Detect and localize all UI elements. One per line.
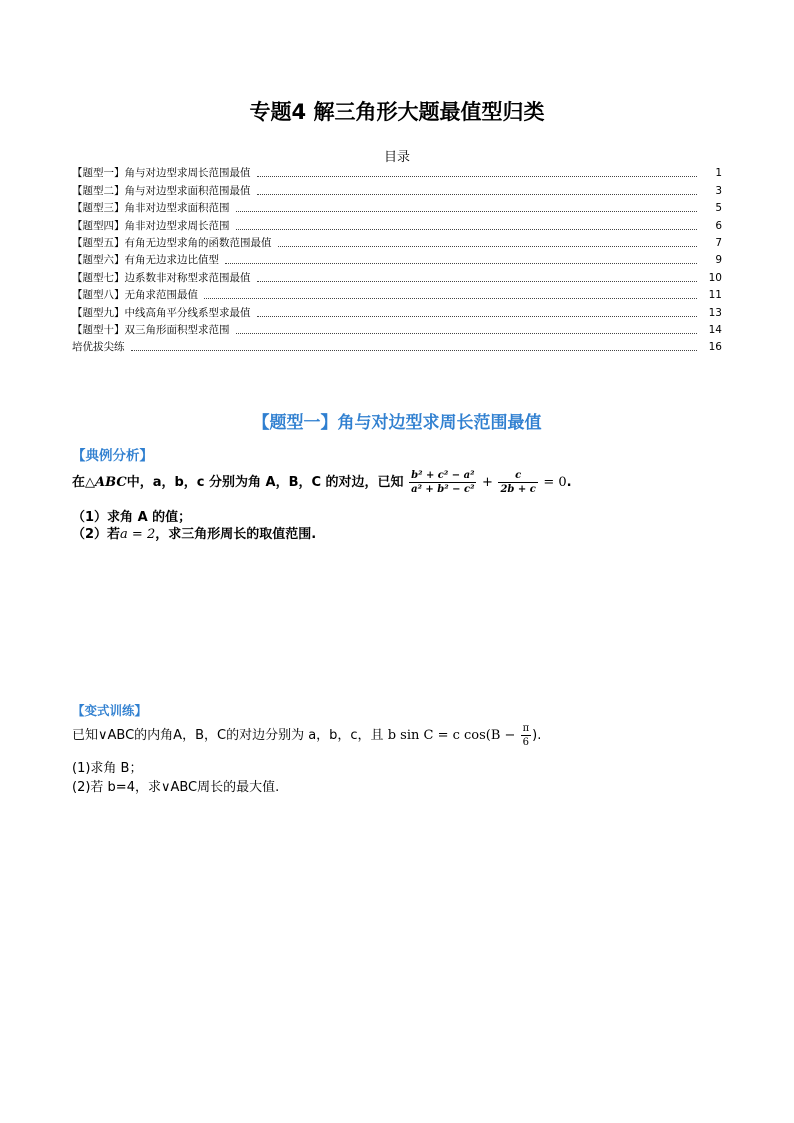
q2-text-b: ，求三角形周长的取值范围.: [155, 527, 317, 542]
plus-sign: +: [482, 475, 493, 490]
toc-entry[interactable]: [72, 215, 722, 232]
toc-entry-page: 5: [715, 202, 722, 215]
toc-entry-page: 13: [708, 306, 722, 319]
section-title: 【题型一】角与对边型求周长范围最值: [252, 413, 542, 433]
fraction-2: [498, 469, 537, 496]
fraction-2-numerator: c: [498, 469, 537, 483]
toc-entry-page: 9: [715, 254, 722, 267]
toc-leader-dots: [131, 350, 698, 351]
variant-heading: 【变式训练】: [72, 703, 148, 718]
toc-leader-dots: [204, 298, 697, 299]
toc-leader-dots: [257, 316, 698, 317]
toc-entry[interactable]: [72, 337, 722, 354]
variant-close: ).: [532, 728, 542, 743]
fraction-1: [409, 469, 476, 496]
toc-entry-page: 3: [715, 184, 722, 197]
fraction-1-denominator: a² + b² − c²: [411, 484, 475, 495]
toc-entry-label[interactable]: 【题型八】无角求范围最值: [72, 289, 198, 302]
toc-entry-page: 11: [708, 289, 722, 302]
toc-entry-label[interactable]: 【题型六】有角无边求边比值型: [72, 254, 219, 267]
toc-leader-dots: [278, 246, 698, 247]
variant-problem: [72, 721, 541, 751]
toc-entry[interactable]: [72, 163, 722, 180]
six-denominator: 6: [522, 737, 530, 748]
fraction-2-denominator: 2b + c: [500, 484, 536, 495]
fraction-1-numerator: b² + c² − a²: [411, 470, 475, 481]
toc-leader-dots: [236, 211, 698, 212]
q2-expression: a = 2: [120, 527, 156, 542]
variant-question-1: (1)求角 B；: [72, 761, 143, 776]
toc-entry-page: 16: [708, 341, 722, 354]
toc-entry-label[interactable]: 【题型三】角非对边型求面积范围: [72, 202, 230, 215]
toc-entry[interactable]: [72, 250, 722, 267]
toc-leader-dots: [236, 333, 698, 334]
example-question-1: （1）求角 A 的值；: [72, 510, 192, 525]
pi-over-6-fraction: [521, 722, 532, 749]
toc-entry[interactable]: [72, 198, 722, 215]
example-question-2: [72, 523, 316, 542]
equals-zero: = 0: [543, 475, 567, 490]
toc-heading: 目录: [383, 150, 410, 165]
toc-entry[interactable]: [72, 285, 722, 302]
toc-entry-page: 14: [708, 323, 722, 336]
toc-entry-page: 7: [715, 236, 722, 249]
toc-leader-dots: [236, 229, 698, 230]
toc-entry-page: 6: [715, 219, 722, 232]
toc-entry-label[interactable]: 培优拔尖练: [72, 341, 125, 354]
example-heading: 【典例分析】: [72, 448, 153, 464]
toc-entry[interactable]: [72, 320, 722, 337]
example-text-1: 在: [72, 475, 86, 490]
toc-entry-label[interactable]: 【题型五】有角无边型求角的函数范围最值: [72, 236, 272, 249]
toc-entry[interactable]: [72, 302, 722, 319]
toc-entry-page: 10: [708, 271, 722, 284]
toc-leader-dots: [257, 281, 698, 282]
toc-entry-label[interactable]: 【题型二】角与对边型求面积范围最值: [72, 184, 251, 197]
q2-text-a: （2）若: [72, 527, 121, 542]
toc-entry[interactable]: [72, 233, 722, 250]
table-of-contents: [72, 163, 722, 354]
pi-numerator: π: [522, 723, 530, 734]
toc-entry-label[interactable]: 【题型九】中线高角平分线系型求最值: [72, 306, 251, 319]
toc-leader-dots: [225, 263, 697, 264]
toc-entry[interactable]: [72, 267, 722, 284]
toc-leader-dots: [257, 176, 698, 177]
toc-entry-label[interactable]: 【题型一】角与对边型求周长范围最值: [72, 167, 251, 180]
variant-expression: b sin C = c cos(B −: [387, 728, 516, 743]
period: .: [566, 475, 572, 490]
toc-entry-label[interactable]: 【题型四】角非对边型求周长范围: [72, 219, 230, 232]
triangle-symbol: △ABC: [85, 475, 127, 490]
variant-question-2: (2)若 b=4，求∨ABC周长的最大值.: [72, 780, 280, 795]
variant-text-1: 已知∨ABC的内角A，B，C的对边分别为 a，b，c，且: [72, 728, 384, 743]
toc-entry-page: 1: [715, 167, 722, 180]
toc-entry[interactable]: [72, 180, 722, 197]
toc-entry-label[interactable]: 【题型七】边系数非对称型求范围最值: [72, 271, 251, 284]
example-text-2: 中，a，b，c 分别为角 A，B，C 的对边，已知: [126, 475, 404, 490]
toc-entry-label[interactable]: 【题型十】双三角形面积型求范围: [72, 323, 230, 336]
example-problem: [72, 468, 572, 498]
toc-leader-dots: [257, 194, 698, 195]
document-title: 专题4 解三角形大题最值型归类: [249, 100, 545, 124]
